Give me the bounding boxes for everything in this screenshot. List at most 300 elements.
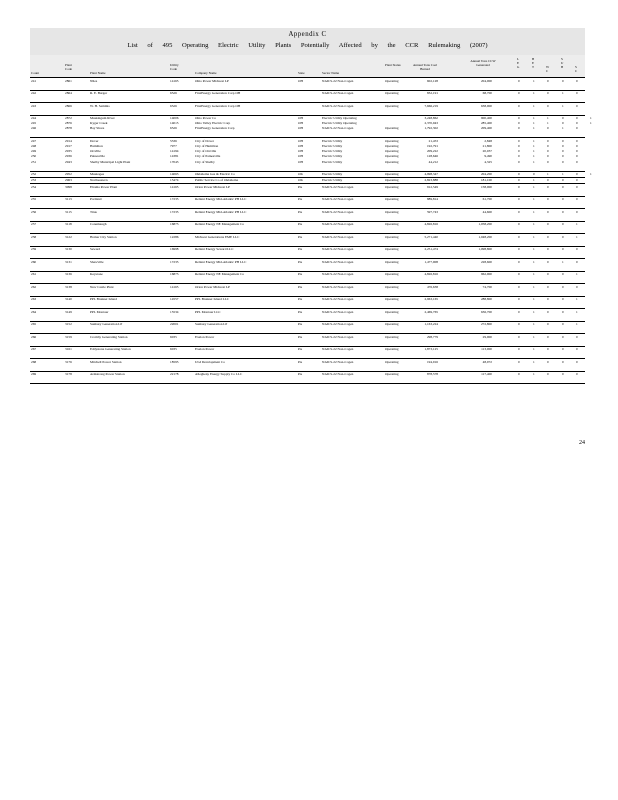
cell-company-name: City of Orrville: [195, 149, 217, 154]
cell-plant-code: 3138: [65, 284, 72, 289]
cell-flag: 1: [576, 272, 578, 276]
cell-state: PA: [298, 297, 303, 301]
cell-sector-name: NAICS-22 Non-Cogen: [322, 284, 354, 289]
cell-flag: 0: [576, 209, 578, 214]
cell-plant-name: Elrama Power Plant: [90, 184, 118, 189]
table-row: [30, 234, 585, 247]
cell-flag: 1: [533, 91, 535, 95]
cell-flag: 0: [562, 116, 564, 120]
cell-company-name: Ohio Power Co: [195, 116, 217, 120]
cell-flag: 0: [518, 284, 520, 289]
table-row: [30, 334, 585, 347]
cell-count: 261: [31, 272, 37, 276]
header-company-name: Company Name: [195, 71, 217, 75]
cell-plant-status: Operating: [385, 103, 399, 108]
cell-sector-name: NAICS-22 Non-Cogen: [322, 126, 354, 131]
cell-company-name: City of Painesville: [195, 154, 221, 159]
cell-plant-status: Operating: [385, 144, 399, 149]
cell-sector-name: NAICS-22 Non-Cogen: [322, 347, 354, 351]
cell-state: OH: [298, 138, 303, 143]
cell-flag: 0: [518, 103, 520, 108]
cell-count: 241: [31, 78, 37, 83]
cell-count: 259: [31, 247, 37, 251]
cell-sector-name: Electric Utility: [322, 154, 343, 159]
cell-plant-code: 3122: [65, 234, 72, 239]
cell-plant-status: Operating: [385, 197, 399, 201]
cell-plant-code: 3118: [65, 222, 72, 226]
cell-count: 257: [31, 222, 37, 226]
cell-flag: 1: [590, 116, 592, 120]
table-row: [30, 322, 585, 335]
cell-ccw-generated: 1,048,200: [478, 234, 492, 239]
column-header-row: [30, 55, 585, 78]
cell-coal-burned: 2,469,765: [424, 309, 438, 314]
header-flag-wc: W C: [546, 65, 550, 73]
cell-company-name: Exelon Power: [195, 347, 215, 351]
cell-flag: 0: [547, 247, 549, 251]
cell-utility-code: 6526: [170, 126, 177, 131]
table-row: [30, 297, 585, 310]
cell-plant-code: 3113: [65, 197, 72, 201]
cell-company-name: Exelon Power: [195, 334, 215, 339]
cell-plant-status: Operating: [385, 138, 399, 143]
cell-plant-code: 3176: [65, 359, 72, 364]
cell-utility-code: 22001: [170, 322, 179, 326]
cell-state: PA: [298, 359, 303, 364]
cell-ccw-generated: 900,400: [480, 116, 492, 120]
cell-flag: 0: [547, 234, 549, 239]
cell-flag: 0: [562, 309, 564, 314]
cell-flag: 1: [533, 103, 535, 108]
table-row: [30, 197, 585, 210]
cell-flag: 0: [562, 284, 564, 289]
cell-coal-burned: 192,791: [426, 144, 438, 149]
cell-plant-name: Muskingum River: [90, 116, 115, 120]
cell-count: 264: [31, 309, 37, 314]
cell-flag: 0: [547, 209, 549, 214]
cell-plant-code: 3152: [65, 322, 72, 326]
cell-flag: 0: [518, 197, 520, 201]
cell-plant-status: Operating: [385, 154, 399, 159]
cell-coal-burned: 194,916: [426, 359, 438, 364]
cell-count: 247: [31, 138, 37, 143]
cell-flag: 0: [518, 121, 520, 126]
cell-plant-code: 2861: [65, 78, 72, 83]
cell-utility-code: 6035: [170, 347, 177, 351]
cell-flag: 1: [533, 121, 535, 126]
cell-coal-burned: 4,826,816: [424, 222, 438, 226]
cell-ccw-generated: 68,700: [482, 91, 492, 95]
cell-coal-burned: 44,212: [428, 159, 438, 164]
cell-plant-code: 2963: [65, 178, 72, 183]
cell-count: 244: [31, 116, 37, 120]
cell-coal-burned: 1,792,302: [424, 126, 438, 131]
table-row: [30, 126, 585, 139]
cell-state: PA: [298, 259, 303, 264]
cell-sector-name: NAICS-22 Non-Cogen: [322, 272, 354, 276]
cell-company-name: Allegheny Energy Supply Co LLC: [195, 372, 243, 376]
cell-flag: 1: [562, 259, 564, 264]
cell-plant-status: Operating: [385, 334, 399, 339]
cell-flag: 0: [576, 197, 578, 201]
cell-plant-status: Operating: [385, 309, 399, 314]
header-flag-sc: S C: [575, 65, 578, 73]
cell-flag: 0: [562, 144, 564, 149]
cell-flag: 0: [547, 78, 549, 83]
cell-coal-burned: 1,873,125: [424, 347, 438, 351]
cell-flag: 0: [547, 347, 549, 351]
cell-ccw-generated: 20,037: [482, 149, 492, 154]
cell-flag: 0: [547, 154, 549, 159]
cell-flag: 0: [576, 247, 578, 251]
cell-flag: 1: [562, 126, 564, 131]
cell-state: OK: [298, 178, 303, 183]
cell-flag: 0: [547, 138, 549, 143]
table-row: [30, 159, 585, 172]
cell-company-name: City of Hamilton: [195, 144, 219, 149]
cell-plant-code: 2878: [65, 126, 72, 131]
cell-flag: 0: [547, 184, 549, 189]
cell-flag: 1: [533, 78, 535, 83]
cell-ccw-generated: 4,325: [484, 159, 492, 164]
cell-utility-code: 14381: [170, 154, 179, 159]
cell-flag: 0: [562, 347, 564, 351]
cell-coal-burned: 476,638: [426, 284, 438, 289]
cell-plant-code: 2943: [65, 159, 72, 164]
cell-count: 243: [31, 103, 37, 108]
cell-company-name: Orion Power Midwest LP: [195, 284, 230, 289]
cell-sector-name: NAICS-22 Non-Cogen: [322, 91, 354, 95]
cell-company-name: PPL Montour LLC: [195, 309, 221, 314]
cell-flag: 0: [562, 197, 564, 201]
cell-utility-code: 17235: [170, 209, 179, 214]
cell-plant-code: 3115: [65, 209, 72, 214]
cell-flag: 0: [576, 126, 578, 131]
header-ccw-generated: Annual Tons CCW Generated: [470, 59, 496, 67]
cell-coal-burned: 4,826,816: [424, 272, 438, 276]
cell-company-name: Midwest Generations EME LLC: [195, 234, 240, 239]
cell-flag: 0: [518, 247, 520, 251]
cell-flag: 0: [518, 297, 520, 301]
cell-plant-code: 3149: [65, 309, 72, 314]
cell-plant-status: Operating: [385, 272, 399, 276]
cell-count: 252: [31, 172, 37, 177]
cell-ccw-generated: 288,800: [480, 297, 492, 301]
cell-sector-name: NAICS-22 Non-Cogen: [322, 322, 354, 326]
cell-flag: 1: [562, 103, 564, 108]
cell-ccw-generated: 61,700: [482, 197, 492, 201]
cell-sector-name: NAICS-22 Non-Cogen: [322, 209, 354, 214]
cell-plant-name: Muskogee: [90, 172, 105, 177]
cell-flag: 0: [562, 247, 564, 251]
cell-flag: 1: [533, 247, 535, 251]
cell-company-name: Oklahoma Gas & Electric Co: [195, 172, 235, 177]
cell-plant-status: Operating: [385, 372, 399, 376]
cell-utility-code: 14165: [170, 284, 179, 289]
cell-plant-status: Operating: [385, 222, 399, 226]
cell-count: 246: [31, 126, 37, 131]
cell-plant-code: 3130: [65, 247, 72, 251]
cell-company-name: Reliant Energy NE Management Co: [195, 222, 245, 226]
cell-plant-name: Hamilton: [90, 144, 103, 149]
cell-flag: 0: [547, 297, 549, 301]
cell-flag: 0: [518, 372, 520, 376]
cell-ccw-generated: 636,700: [480, 309, 492, 314]
cell-flag: 0: [576, 184, 578, 189]
cell-state: OK: [298, 172, 303, 177]
cell-flag: 0: [547, 322, 549, 326]
cell-company-name: Reliant Energy Seward LLC: [195, 247, 234, 251]
cell-ccw-generated: 117,400: [481, 372, 492, 376]
cell-flag: 0: [576, 78, 578, 83]
cell-plant-code: 3098: [65, 184, 72, 189]
cell-flag: 0: [518, 222, 520, 226]
cell-sector-name: Electric Utility: [322, 138, 343, 143]
cell-flag: 0: [547, 144, 549, 149]
cell-utility-code: 14165: [170, 78, 179, 83]
cell-ccw-generated: 181,100: [480, 178, 492, 183]
table-row: [30, 103, 585, 116]
cell-plant-name: Shelby Municipal Light Plant: [90, 159, 131, 164]
cell-company-name: Sunbury Generation LP: [195, 322, 228, 326]
cell-count: 266: [31, 334, 37, 339]
cell-count: 262: [31, 284, 37, 289]
cell-coal-burned: 597,743: [426, 209, 438, 214]
cell-state: PA: [298, 197, 303, 201]
cell-utility-code: 6526: [170, 91, 177, 95]
cell-ccw-generated: 638,900: [480, 103, 492, 108]
cell-coal-burned: 1,163,224: [424, 322, 438, 326]
cell-company-name: Reliant Energy Mid-Atlantic PH LLC: [195, 197, 247, 201]
cell-plant-name: Keystone: [90, 272, 103, 276]
cell-ccw-generated: 962,900: [480, 272, 492, 276]
cell-flag: 0: [547, 149, 549, 154]
cell-plant-name: W. H. Sammis: [90, 103, 110, 108]
table-title-band: [30, 28, 585, 55]
cell-plant-name: Conemaugh: [90, 222, 107, 226]
cell-company-name: Ohio Valley Electric Corp: [195, 121, 231, 126]
cell-flag: 1: [533, 144, 535, 149]
cell-flag: 0: [518, 178, 520, 183]
cell-flag: 0: [518, 322, 520, 326]
appendix-title: Appendix C: [288, 31, 327, 38]
cell-ccw-generated: 44,600: [482, 209, 492, 214]
table-body: [30, 78, 592, 384]
cell-utility-code: 18595: [170, 359, 179, 364]
cell-plant-name: Portland: [90, 197, 102, 201]
cell-state: PA: [298, 334, 303, 339]
cell-flag: 1: [533, 309, 535, 314]
cell-flag: 0: [547, 259, 549, 264]
cell-sector-name: NAICS-22 Non-Cogen: [322, 297, 354, 301]
header-utility-code: Utility Code: [170, 63, 179, 71]
cell-flag: 0: [576, 359, 578, 364]
cell-count: 269: [31, 372, 37, 376]
cell-utility-code: 16873: [170, 222, 179, 226]
cell-company-name: Reliant Energy Mid-Atlantic PH LLC: [195, 209, 247, 214]
cell-plant-name: Kyger Creek: [90, 121, 108, 126]
cell-utility-code: 12286: [170, 234, 179, 239]
cell-coal-burned: 7,666,219: [424, 103, 438, 108]
header-plant-code: Plant Code: [65, 63, 72, 71]
cell-count: 258: [31, 234, 37, 239]
cell-ccw-generated: 1,058,200: [478, 222, 492, 226]
cell-utility-code: 16873: [170, 272, 179, 276]
cell-flag: 0: [562, 372, 564, 376]
cell-utility-code: 6526: [170, 103, 177, 108]
cell-utility-code: 15474: [170, 178, 179, 183]
cell-state: OH: [298, 78, 303, 83]
cell-sector-name: Electric Utility: [322, 149, 343, 154]
cell-plant-code: 2952: [65, 172, 72, 177]
cell-sector-name: NAICS-22 Non-Cogen: [322, 184, 354, 189]
cell-utility-code: 7977: [170, 144, 177, 149]
cell-ccw-generated: 21,800: [482, 144, 492, 149]
cell-plant-code: 3159: [65, 334, 72, 339]
cell-company-name: Public Service Co of Oklahoma: [195, 178, 239, 183]
cell-flag: 1: [533, 297, 535, 301]
cell-plant-code: 2936: [65, 154, 72, 159]
cell-plant-status: Operating: [385, 184, 399, 189]
cell-company-name: City of Shelby: [195, 159, 215, 164]
cell-utility-code: 17235: [170, 197, 179, 201]
cell-flag: 1: [533, 154, 535, 159]
cell-state: OH: [298, 154, 303, 159]
cell-plant-name: Sunbury Generation LP: [90, 322, 123, 326]
header-sector-name: Sector Name: [322, 71, 340, 75]
cell-flag: 0: [562, 209, 564, 214]
cell-coal-burned: 128,646: [426, 154, 438, 159]
cell-utility-code: 22178: [170, 372, 179, 376]
cell-flag: 0: [547, 103, 549, 108]
cell-flag: 1: [533, 347, 535, 351]
table-row: [30, 359, 585, 372]
cell-plant-code: 3131: [65, 259, 72, 264]
cell-plant-code: 2917: [65, 144, 72, 149]
cell-flag: 0: [547, 91, 549, 95]
cell-flag: 0: [562, 138, 564, 143]
cell-state: PA: [298, 184, 303, 189]
cell-count: 268: [31, 359, 37, 364]
cell-flag: 0: [562, 178, 564, 183]
cell-company-name: Orion Power Midwest LP: [195, 184, 230, 189]
cell-flag: 0: [576, 284, 578, 289]
cell-utility-code: 14006: [170, 116, 179, 120]
table-row: [30, 91, 585, 104]
cell-company-name: Reliant Energy NE Management Co: [195, 272, 245, 276]
cell-flag: 0: [562, 359, 564, 364]
cell-coal-burned: 2,251,474: [424, 247, 438, 251]
cell-plant-code: 2935: [65, 149, 72, 154]
cell-flag: 1: [533, 178, 535, 183]
header-coal-burned: Annual Tons Coal Burned: [413, 63, 437, 71]
cell-flag: 1: [533, 259, 535, 264]
cell-flag: 0: [518, 138, 520, 143]
cell-sector-name: NAICS-22 Non-Cogen: [322, 247, 354, 251]
cell-flag: 1: [533, 159, 535, 164]
cell-flag: 0: [518, 159, 520, 164]
cell-state: OH: [298, 149, 303, 154]
cell-utility-code: 15534: [170, 309, 179, 314]
cell-flag: 0: [518, 149, 520, 154]
cell-flag: 1: [533, 234, 535, 239]
cell-flag: 0: [518, 347, 520, 351]
cell-utility-code: 14165: [170, 184, 179, 189]
cell-ccw-generated: 272,800: [480, 322, 492, 326]
cell-flag: 0: [518, 259, 520, 264]
cell-plant-name: Eddystone Generating Station: [90, 347, 131, 351]
cell-ccw-generated: 2,848: [484, 138, 492, 143]
table-row: [30, 272, 585, 285]
cell-utility-code: 14015: [170, 121, 179, 126]
table-title: List of 495 Operating Electric Utility Plants Potentially Affected by the CCR Rulemaking (2007): [127, 42, 488, 49]
cell-plant-status: Operating: [385, 149, 399, 154]
header-state: State: [298, 71, 305, 75]
appendix-table: [30, 28, 592, 384]
cell-ccw-generated: 204,200: [480, 172, 492, 177]
cell-coal-burned: 2,370,943: [424, 121, 438, 126]
cell-flag: 0: [576, 149, 578, 154]
cell-state: OH: [298, 121, 303, 126]
cell-ccw-generated: 74,700: [482, 284, 492, 289]
cell-flag: 0: [518, 116, 520, 120]
cell-plant-name: Niles: [90, 78, 98, 83]
cell-flag: 0: [518, 272, 520, 276]
cell-flag: 0: [547, 159, 549, 164]
cell-flag: 1: [547, 121, 549, 126]
cell-utility-code: 14557: [170, 297, 179, 301]
cell-coal-burned: 878,578: [426, 372, 438, 376]
cell-sector-name: NAICS-22 Non-Cogen: [322, 103, 354, 108]
cell-plant-status: Operating: [385, 347, 399, 351]
cell-state: PA: [298, 347, 303, 351]
cell-flag: 1: [562, 172, 564, 177]
cell-flag: 0: [576, 91, 578, 95]
cell-flag: 0: [576, 103, 578, 108]
cell-flag: 0: [576, 334, 578, 339]
cell-state: PA: [298, 272, 303, 276]
cell-plant-name: Painesville: [90, 154, 105, 159]
cell-flag: 0: [562, 154, 564, 159]
header-plant-status: Plant Status: [385, 63, 401, 67]
cell-state: OH: [298, 116, 303, 120]
cell-plant-name: Cromby Generating Station: [90, 334, 128, 339]
cell-plant-name: Dover: [90, 138, 99, 143]
cell-flag: 0: [562, 159, 564, 164]
cell-flag: 0: [518, 172, 520, 177]
cell-flag: 1: [533, 372, 535, 376]
cell-plant-name: Northeastern: [90, 178, 108, 183]
header-flag-bet: B E T: [532, 57, 535, 69]
cell-sector-name: NAICS-22 Non-Cogen: [322, 334, 354, 339]
cell-utility-code: 16998: [170, 247, 179, 251]
cell-plant-name: Orrville: [90, 149, 101, 154]
cell-coal-burned: 912,549: [426, 184, 438, 189]
cell-flag: 1: [533, 126, 535, 131]
cell-plant-code: 2864: [65, 91, 72, 95]
cell-ccw-generated: 158,000: [480, 184, 492, 189]
cell-sector-name: NAICS-22 Non-Cogen: [322, 372, 354, 376]
table-row: [30, 372, 585, 385]
cell-flag: 1: [533, 322, 535, 326]
cell-flag: 0: [562, 234, 564, 239]
cell-state: OH: [298, 159, 303, 164]
cell-coal-burned: 21,453: [428, 138, 438, 143]
cell-utility-code: 14194: [170, 149, 179, 154]
table-row: [30, 209, 585, 222]
cell-ccw-generated: 9,490: [484, 154, 492, 159]
cell-plant-status: Operating: [385, 126, 399, 131]
